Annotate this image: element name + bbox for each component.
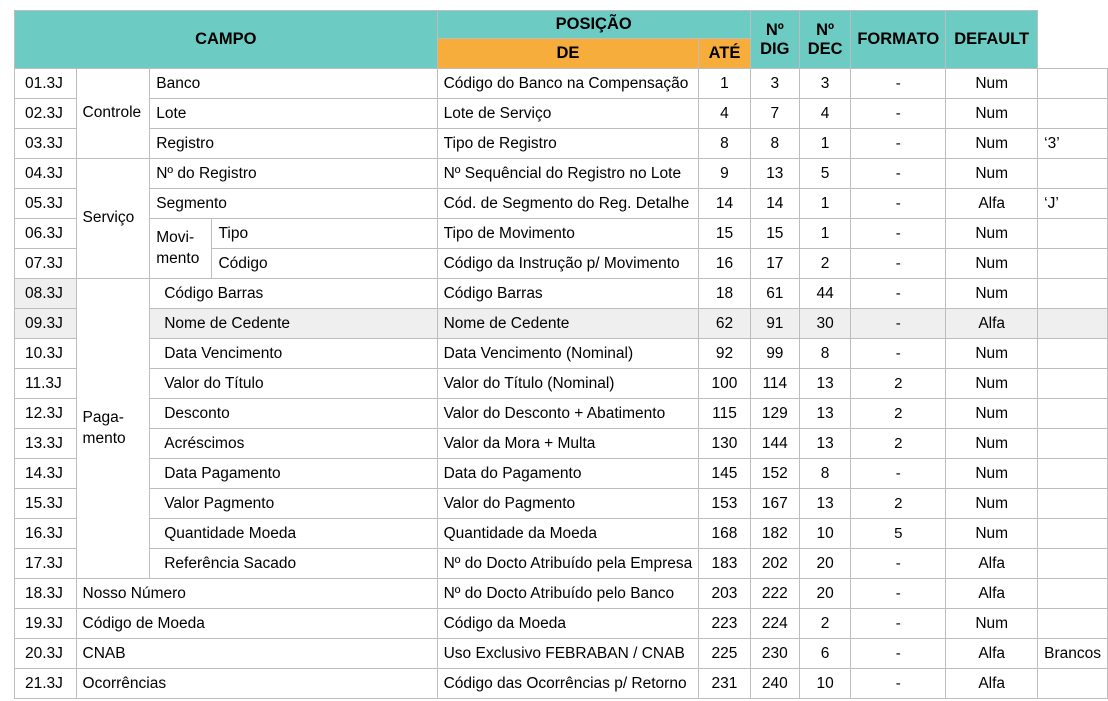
num-digits: 1	[799, 129, 850, 159]
position-de: 223	[699, 609, 750, 639]
field-id: 14.3J	[15, 459, 77, 489]
format: Num	[946, 429, 1038, 459]
field-description: Quantidade da Moeda	[437, 519, 699, 549]
format: Num	[946, 219, 1038, 249]
num-decimals: -	[851, 159, 946, 189]
field-id: 05.3J	[15, 189, 77, 219]
group-pagamento: Paga- mento	[76, 279, 150, 579]
num-digits: 1	[799, 189, 850, 219]
num-decimals: 2	[851, 489, 946, 519]
default-value	[1038, 99, 1108, 129]
position-ate: 3	[750, 69, 799, 99]
header-de: DE	[437, 39, 699, 69]
field-id: 04.3J	[15, 159, 77, 189]
field-name: CNAB	[76, 639, 437, 669]
field-name: Referência Sacado	[150, 549, 437, 579]
default-value	[1038, 489, 1108, 519]
field-id: 11.3J	[15, 369, 77, 399]
table-row	[15, 129, 1108, 159]
layout-table	[14, 10, 1108, 699]
field-id: 20.3J	[15, 639, 77, 669]
table-row	[15, 429, 1108, 459]
default-value	[1038, 399, 1108, 429]
position-ate: 202	[750, 549, 799, 579]
field-name: Desconto	[150, 399, 437, 429]
position-de: 100	[699, 369, 750, 399]
format: Alfa	[946, 669, 1038, 699]
default-value	[1038, 669, 1108, 699]
field-id: 06.3J	[15, 219, 77, 249]
field-name: Banco	[150, 69, 437, 99]
position-ate: 152	[750, 459, 799, 489]
num-digits: 13	[799, 489, 850, 519]
default-value: ‘J’	[1038, 189, 1108, 219]
field-name: Segmento	[150, 189, 437, 219]
position-de: 16	[699, 249, 750, 279]
num-decimals: -	[851, 219, 946, 249]
position-ate: 15	[750, 219, 799, 249]
format: Num	[946, 369, 1038, 399]
num-decimals: -	[851, 249, 946, 279]
default-value	[1038, 549, 1108, 579]
field-description: Valor do Título (Nominal)	[437, 369, 699, 399]
field-id: 08.3J	[15, 279, 77, 309]
position-de: 14	[699, 189, 750, 219]
num-decimals: -	[851, 609, 946, 639]
position-ate: 91	[750, 309, 799, 339]
num-decimals: -	[851, 639, 946, 669]
position-de: 1	[699, 69, 750, 99]
format: Alfa	[946, 639, 1038, 669]
position-de: 8	[699, 129, 750, 159]
default-value: Brancos	[1038, 639, 1108, 669]
field-id: 19.3J	[15, 609, 77, 639]
field-description: Lote de Serviço	[437, 99, 699, 129]
position-ate: 144	[750, 429, 799, 459]
position-de: 153	[699, 489, 750, 519]
default-value	[1038, 219, 1108, 249]
field-description: Nº Sequêncial do Registro no Lote	[437, 159, 699, 189]
field-name: Valor do Título	[150, 369, 437, 399]
field-description: Nº do Docto Atribuído pelo Banco	[437, 579, 699, 609]
position-ate: 17	[750, 249, 799, 279]
header-campo: CAMPO	[15, 11, 438, 69]
num-decimals: 2	[851, 369, 946, 399]
table-row	[15, 189, 1108, 219]
default-value	[1038, 249, 1108, 279]
format: Alfa	[946, 189, 1038, 219]
field-name: Registro	[150, 129, 437, 159]
default-value: ‘3’	[1038, 129, 1108, 159]
num-digits: 20	[799, 579, 850, 609]
position-de: 18	[699, 279, 750, 309]
field-id: 12.3J	[15, 399, 77, 429]
table-row	[15, 549, 1108, 579]
num-digits: 1	[799, 219, 850, 249]
field-id: 15.3J	[15, 489, 77, 519]
num-digits: 4	[799, 99, 850, 129]
field-description: Tipo de Registro	[437, 129, 699, 159]
field-description: Nº do Docto Atribuído pela Empresa	[437, 549, 699, 579]
position-de: 92	[699, 339, 750, 369]
table-row	[15, 339, 1108, 369]
num-decimals: -	[851, 189, 946, 219]
table-row	[15, 399, 1108, 429]
field-name: Código de Moeda	[76, 609, 437, 639]
header-posicao: POSIÇÃO	[437, 11, 750, 39]
field-description: Uso Exclusivo FEBRABAN / CNAB	[437, 639, 699, 669]
field-description: Código das Ocorrências p/ Retorno	[437, 669, 699, 699]
field-id: 02.3J	[15, 99, 77, 129]
table-row	[15, 459, 1108, 489]
table-row	[15, 369, 1108, 399]
field-name: Data Pagamento	[150, 459, 437, 489]
position-ate: 13	[750, 159, 799, 189]
table-row	[15, 609, 1108, 639]
field-description: Valor do Desconto + Abatimento	[437, 399, 699, 429]
position-de: 225	[699, 639, 750, 669]
format: Num	[946, 339, 1038, 369]
field-description: Valor do Pagmento	[437, 489, 699, 519]
position-ate: 14	[750, 189, 799, 219]
field-description: Código da Instrução p/ Movimento	[437, 249, 699, 279]
header-formato: FORMATO	[851, 11, 946, 69]
position-de: 115	[699, 399, 750, 429]
num-digits: 10	[799, 519, 850, 549]
table-row	[15, 489, 1108, 519]
position-de: 15	[699, 219, 750, 249]
default-value	[1038, 279, 1108, 309]
format: Num	[946, 129, 1038, 159]
num-digits: 13	[799, 429, 850, 459]
format: Num	[946, 249, 1038, 279]
position-ate: 61	[750, 279, 799, 309]
position-de: 130	[699, 429, 750, 459]
field-name: Nosso Número	[76, 579, 437, 609]
num-digits: 13	[799, 369, 850, 399]
field-name: Data Vencimento	[150, 339, 437, 369]
table-row	[15, 69, 1108, 99]
format: Num	[946, 609, 1038, 639]
field-id: 03.3J	[15, 129, 77, 159]
num-decimals: -	[851, 69, 946, 99]
field-id: 16.3J	[15, 519, 77, 549]
field-id: 13.3J	[15, 429, 77, 459]
field-id: 09.3J	[15, 309, 77, 339]
position-ate: 129	[750, 399, 799, 429]
group-movimento: Movi- mento	[150, 219, 212, 279]
field-name: Acréscimos	[150, 429, 437, 459]
num-decimals: -	[851, 579, 946, 609]
header-dec: Nº DEC	[799, 11, 850, 69]
num-decimals: 2	[851, 399, 946, 429]
position-ate: 8	[750, 129, 799, 159]
num-digits: 8	[799, 339, 850, 369]
position-de: 203	[699, 579, 750, 609]
table-row	[15, 579, 1108, 609]
position-ate: 222	[750, 579, 799, 609]
num-decimals: -	[851, 459, 946, 489]
position-de: 9	[699, 159, 750, 189]
field-id: 21.3J	[15, 669, 77, 699]
field-id: 01.3J	[15, 69, 77, 99]
table-row	[15, 519, 1108, 549]
format: Num	[946, 279, 1038, 309]
format: Alfa	[946, 549, 1038, 579]
table-row	[15, 669, 1108, 699]
num-decimals: -	[851, 279, 946, 309]
field-name: Lote	[150, 99, 437, 129]
field-description: Código do Banco na Compensação	[437, 69, 699, 99]
field-description: Data do Pagamento	[437, 459, 699, 489]
num-digits: 20	[799, 549, 850, 579]
position-ate: 7	[750, 99, 799, 129]
field-description: Valor da Mora + Multa	[437, 429, 699, 459]
position-de: 168	[699, 519, 750, 549]
num-decimals: -	[851, 339, 946, 369]
default-value	[1038, 369, 1108, 399]
position-de: 62	[699, 309, 750, 339]
position-ate: 224	[750, 609, 799, 639]
num-digits: 30	[799, 309, 850, 339]
format: Num	[946, 489, 1038, 519]
num-decimals: -	[851, 99, 946, 129]
field-description: Código Barras	[437, 279, 699, 309]
default-value	[1038, 429, 1108, 459]
field-name: Ocorrências	[76, 669, 437, 699]
position-ate: 240	[750, 669, 799, 699]
position-ate: 230	[750, 639, 799, 669]
num-decimals: 2	[851, 429, 946, 459]
position-de: 183	[699, 549, 750, 579]
field-name: Quantidade Moeda	[150, 519, 437, 549]
format: Num	[946, 99, 1038, 129]
num-digits: 3	[799, 69, 850, 99]
field-id: 10.3J	[15, 339, 77, 369]
default-value	[1038, 159, 1108, 189]
default-value	[1038, 459, 1108, 489]
num-digits: 44	[799, 279, 850, 309]
position-de: 145	[699, 459, 750, 489]
field-id: 18.3J	[15, 579, 77, 609]
format: Alfa	[946, 309, 1038, 339]
position-de: 4	[699, 99, 750, 129]
num-digits: 10	[799, 669, 850, 699]
format: Num	[946, 459, 1038, 489]
format: Num	[946, 519, 1038, 549]
field-name: Tipo	[212, 219, 437, 249]
group-servico: Serviço	[76, 159, 150, 279]
field-description: Código da Moeda	[437, 609, 699, 639]
format: Num	[946, 159, 1038, 189]
num-digits: 13	[799, 399, 850, 429]
position-ate: 114	[750, 369, 799, 399]
field-name: Nome de Cedente	[150, 309, 437, 339]
field-id: 17.3J	[15, 549, 77, 579]
group-controle: Controle	[76, 69, 150, 159]
field-name: Nº do Registro	[150, 159, 437, 189]
format: Num	[946, 69, 1038, 99]
header-ate: ATÉ	[699, 39, 750, 69]
num-decimals: -	[851, 129, 946, 159]
table-row	[15, 279, 1108, 309]
table-row	[15, 99, 1108, 129]
format: Num	[946, 399, 1038, 429]
field-id: 07.3J	[15, 249, 77, 279]
table-row	[15, 219, 1108, 249]
num-digits: 6	[799, 639, 850, 669]
default-value	[1038, 339, 1108, 369]
position-de: 231	[699, 669, 750, 699]
table-row	[15, 639, 1108, 669]
default-value	[1038, 69, 1108, 99]
num-decimals: 5	[851, 519, 946, 549]
default-value	[1038, 609, 1108, 639]
field-description: Cód. de Segmento do Reg. Detalhe	[437, 189, 699, 219]
num-digits: 2	[799, 249, 850, 279]
num-digits: 5	[799, 159, 850, 189]
num-decimals: -	[851, 669, 946, 699]
num-decimals: -	[851, 549, 946, 579]
header-default: DEFAULT	[946, 11, 1038, 69]
num-digits: 2	[799, 609, 850, 639]
position-ate: 99	[750, 339, 799, 369]
table-row	[15, 309, 1108, 339]
table-body	[15, 69, 1108, 699]
field-name: Código	[212, 249, 437, 279]
format: Alfa	[946, 579, 1038, 609]
default-value	[1038, 309, 1108, 339]
field-name: Código Barras	[150, 279, 437, 309]
default-value	[1038, 519, 1108, 549]
field-description: Nome de Cedente	[437, 309, 699, 339]
field-name: Valor Pagmento	[150, 489, 437, 519]
position-ate: 167	[750, 489, 799, 519]
num-decimals: -	[851, 309, 946, 339]
field-description: Data Vencimento (Nominal)	[437, 339, 699, 369]
field-description: Tipo de Movimento	[437, 219, 699, 249]
header-dig: Nº DIG	[750, 11, 799, 69]
position-ate: 182	[750, 519, 799, 549]
num-digits: 8	[799, 459, 850, 489]
default-value	[1038, 579, 1108, 609]
table-row	[15, 159, 1108, 189]
